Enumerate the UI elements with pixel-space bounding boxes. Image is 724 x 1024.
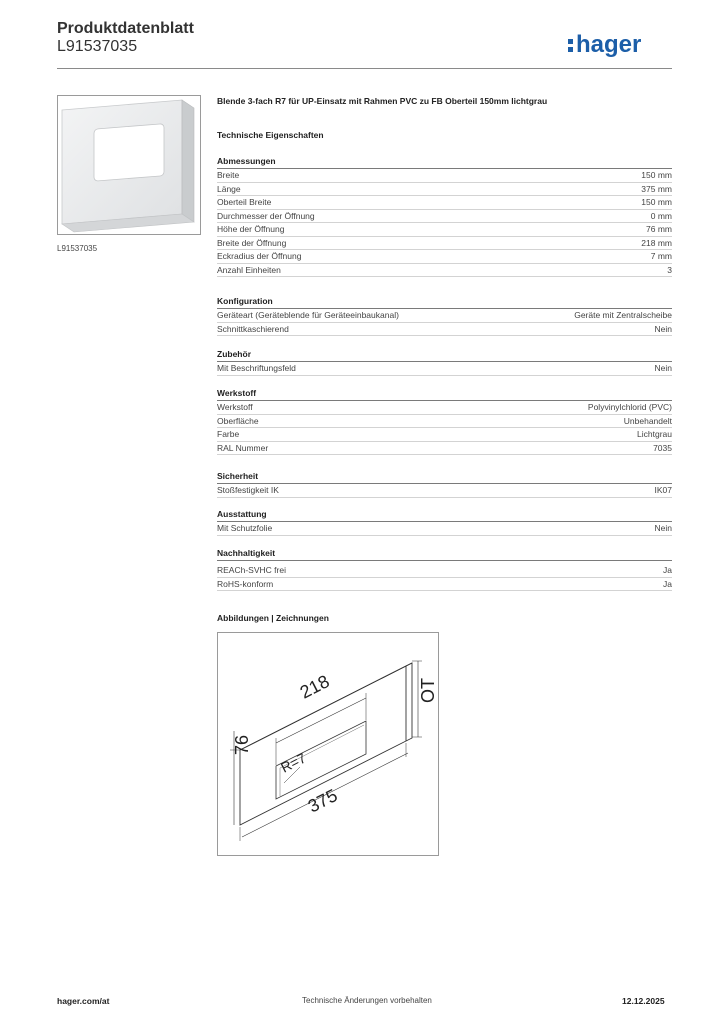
dim-radius-label: R=7 — [278, 749, 309, 776]
section-title: Abmessungen — [217, 155, 672, 169]
section-title: Nachhaltigkeit — [217, 547, 672, 561]
table-row — [217, 578, 672, 592]
row-value: 150 mm — [641, 170, 672, 180]
row-value: Lichtgrau — [637, 429, 672, 439]
section-werkstoff — [217, 387, 672, 455]
row-label: RAL Nummer — [217, 442, 269, 453]
row-label: Werkstoff — [217, 402, 253, 412]
row-label: Schnittkaschierend — [217, 323, 289, 334]
section-abmessungen — [217, 155, 672, 277]
footer-website[interactable]: hager.com/at — [57, 996, 110, 1006]
section-sicherheit — [217, 470, 672, 498]
header-divider — [57, 68, 672, 69]
section-title: Zubehör — [217, 348, 672, 362]
row-value: Geräte mit Zentralscheibe — [574, 310, 672, 320]
dim-top-label: OT — [418, 678, 438, 703]
table-row — [217, 415, 672, 429]
row-value: Ja — [663, 565, 672, 575]
row-label: Breite — [217, 170, 240, 180]
table-row — [217, 362, 672, 376]
row-value: 218 mm — [641, 237, 672, 248]
row-label: Höhe der Öffnung — [217, 224, 285, 234]
row-label: Länge — [217, 183, 241, 194]
row-label: Mit Schutzfolie — [217, 523, 273, 533]
table-row — [217, 196, 672, 210]
table-row — [217, 564, 672, 578]
technical-drawing — [217, 632, 439, 856]
table-row — [217, 309, 672, 323]
dim-height-label: 76 — [232, 734, 252, 755]
row-label: RoHS-konform — [217, 578, 274, 589]
row-value: 0 mm — [650, 210, 672, 221]
product-image — [57, 95, 201, 235]
table-row — [217, 210, 672, 224]
row-label: Oberfläche — [217, 415, 259, 426]
table-row — [217, 264, 672, 278]
table-row — [217, 428, 672, 442]
hager-logo — [566, 30, 676, 58]
row-value: 3 — [667, 264, 672, 275]
row-value: Nein — [654, 323, 672, 334]
section-title: Konfiguration — [217, 295, 672, 309]
image-caption: L91537035 — [57, 244, 98, 253]
figures-title: Abbildungen | Zeichnungen — [217, 613, 329, 623]
table-row — [217, 323, 672, 337]
row-value: Nein — [654, 523, 672, 533]
table-row — [217, 223, 672, 237]
row-value: Ja — [663, 578, 672, 589]
dim-length-label: 375 — [304, 785, 341, 817]
table-row — [217, 484, 672, 498]
row-label: Eckradius der Öffnung — [217, 251, 302, 261]
dim-width-label: 218 — [296, 671, 333, 703]
table-row — [217, 401, 672, 415]
table-row — [217, 237, 672, 251]
row-label: Geräteart (Geräteblende für Geräteeinbaukanal) — [217, 310, 399, 320]
row-value: Nein — [654, 363, 672, 373]
table-row — [217, 442, 672, 456]
table-row — [217, 250, 672, 264]
page-title: Produktdatenblatt — [57, 20, 194, 37]
row-label: Durchmesser der Öffnung — [217, 210, 315, 221]
table-row — [217, 183, 672, 197]
section-title: Werkstoff — [217, 387, 672, 401]
footer-note: Technische Änderungen vorbehalten — [302, 996, 432, 1005]
row-label: Mit Beschriftungsfeld — [217, 363, 296, 373]
section-zubehoer — [217, 348, 672, 376]
row-value: 150 mm — [641, 197, 672, 207]
section-title: Ausstattung — [217, 508, 672, 522]
section-konfiguration — [217, 295, 672, 336]
row-value: Polyvinylchlorid (PVC) — [587, 402, 672, 412]
row-value: 375 mm — [641, 183, 672, 194]
row-label: Farbe — [217, 429, 240, 439]
row-value: Unbehandelt — [623, 415, 672, 426]
article-number: L91537035 — [57, 38, 138, 55]
section-nachhaltigkeit — [217, 547, 672, 591]
row-value: 7 mm — [650, 251, 672, 261]
table-row — [217, 522, 672, 536]
section-title: Sicherheit — [217, 470, 672, 484]
brand-name: hager — [576, 31, 642, 58]
row-value: IK07 — [654, 485, 672, 495]
row-label: Oberteil Breite — [217, 197, 272, 207]
row-label: REACh-SVHC frei — [217, 565, 286, 575]
table-row — [217, 169, 672, 183]
product-description: Blende 3-fach R7 für UP-Einsatz mit Rahmen PVC zu FB Oberteil 150mm lichtgrau — [217, 96, 548, 106]
row-value: 7035 — [653, 442, 672, 453]
row-value: 76 mm — [646, 224, 672, 234]
footer-date: 12.12.2025 — [622, 996, 665, 1006]
technical-properties-title: Technische Eigenschaften — [217, 130, 324, 140]
row-label: Anzahl Einheiten — [217, 264, 281, 275]
section-ausstattung — [217, 508, 672, 536]
row-label: Breite der Öffnung — [217, 237, 287, 248]
row-label: Stoßfestigkeit IK — [217, 485, 279, 495]
